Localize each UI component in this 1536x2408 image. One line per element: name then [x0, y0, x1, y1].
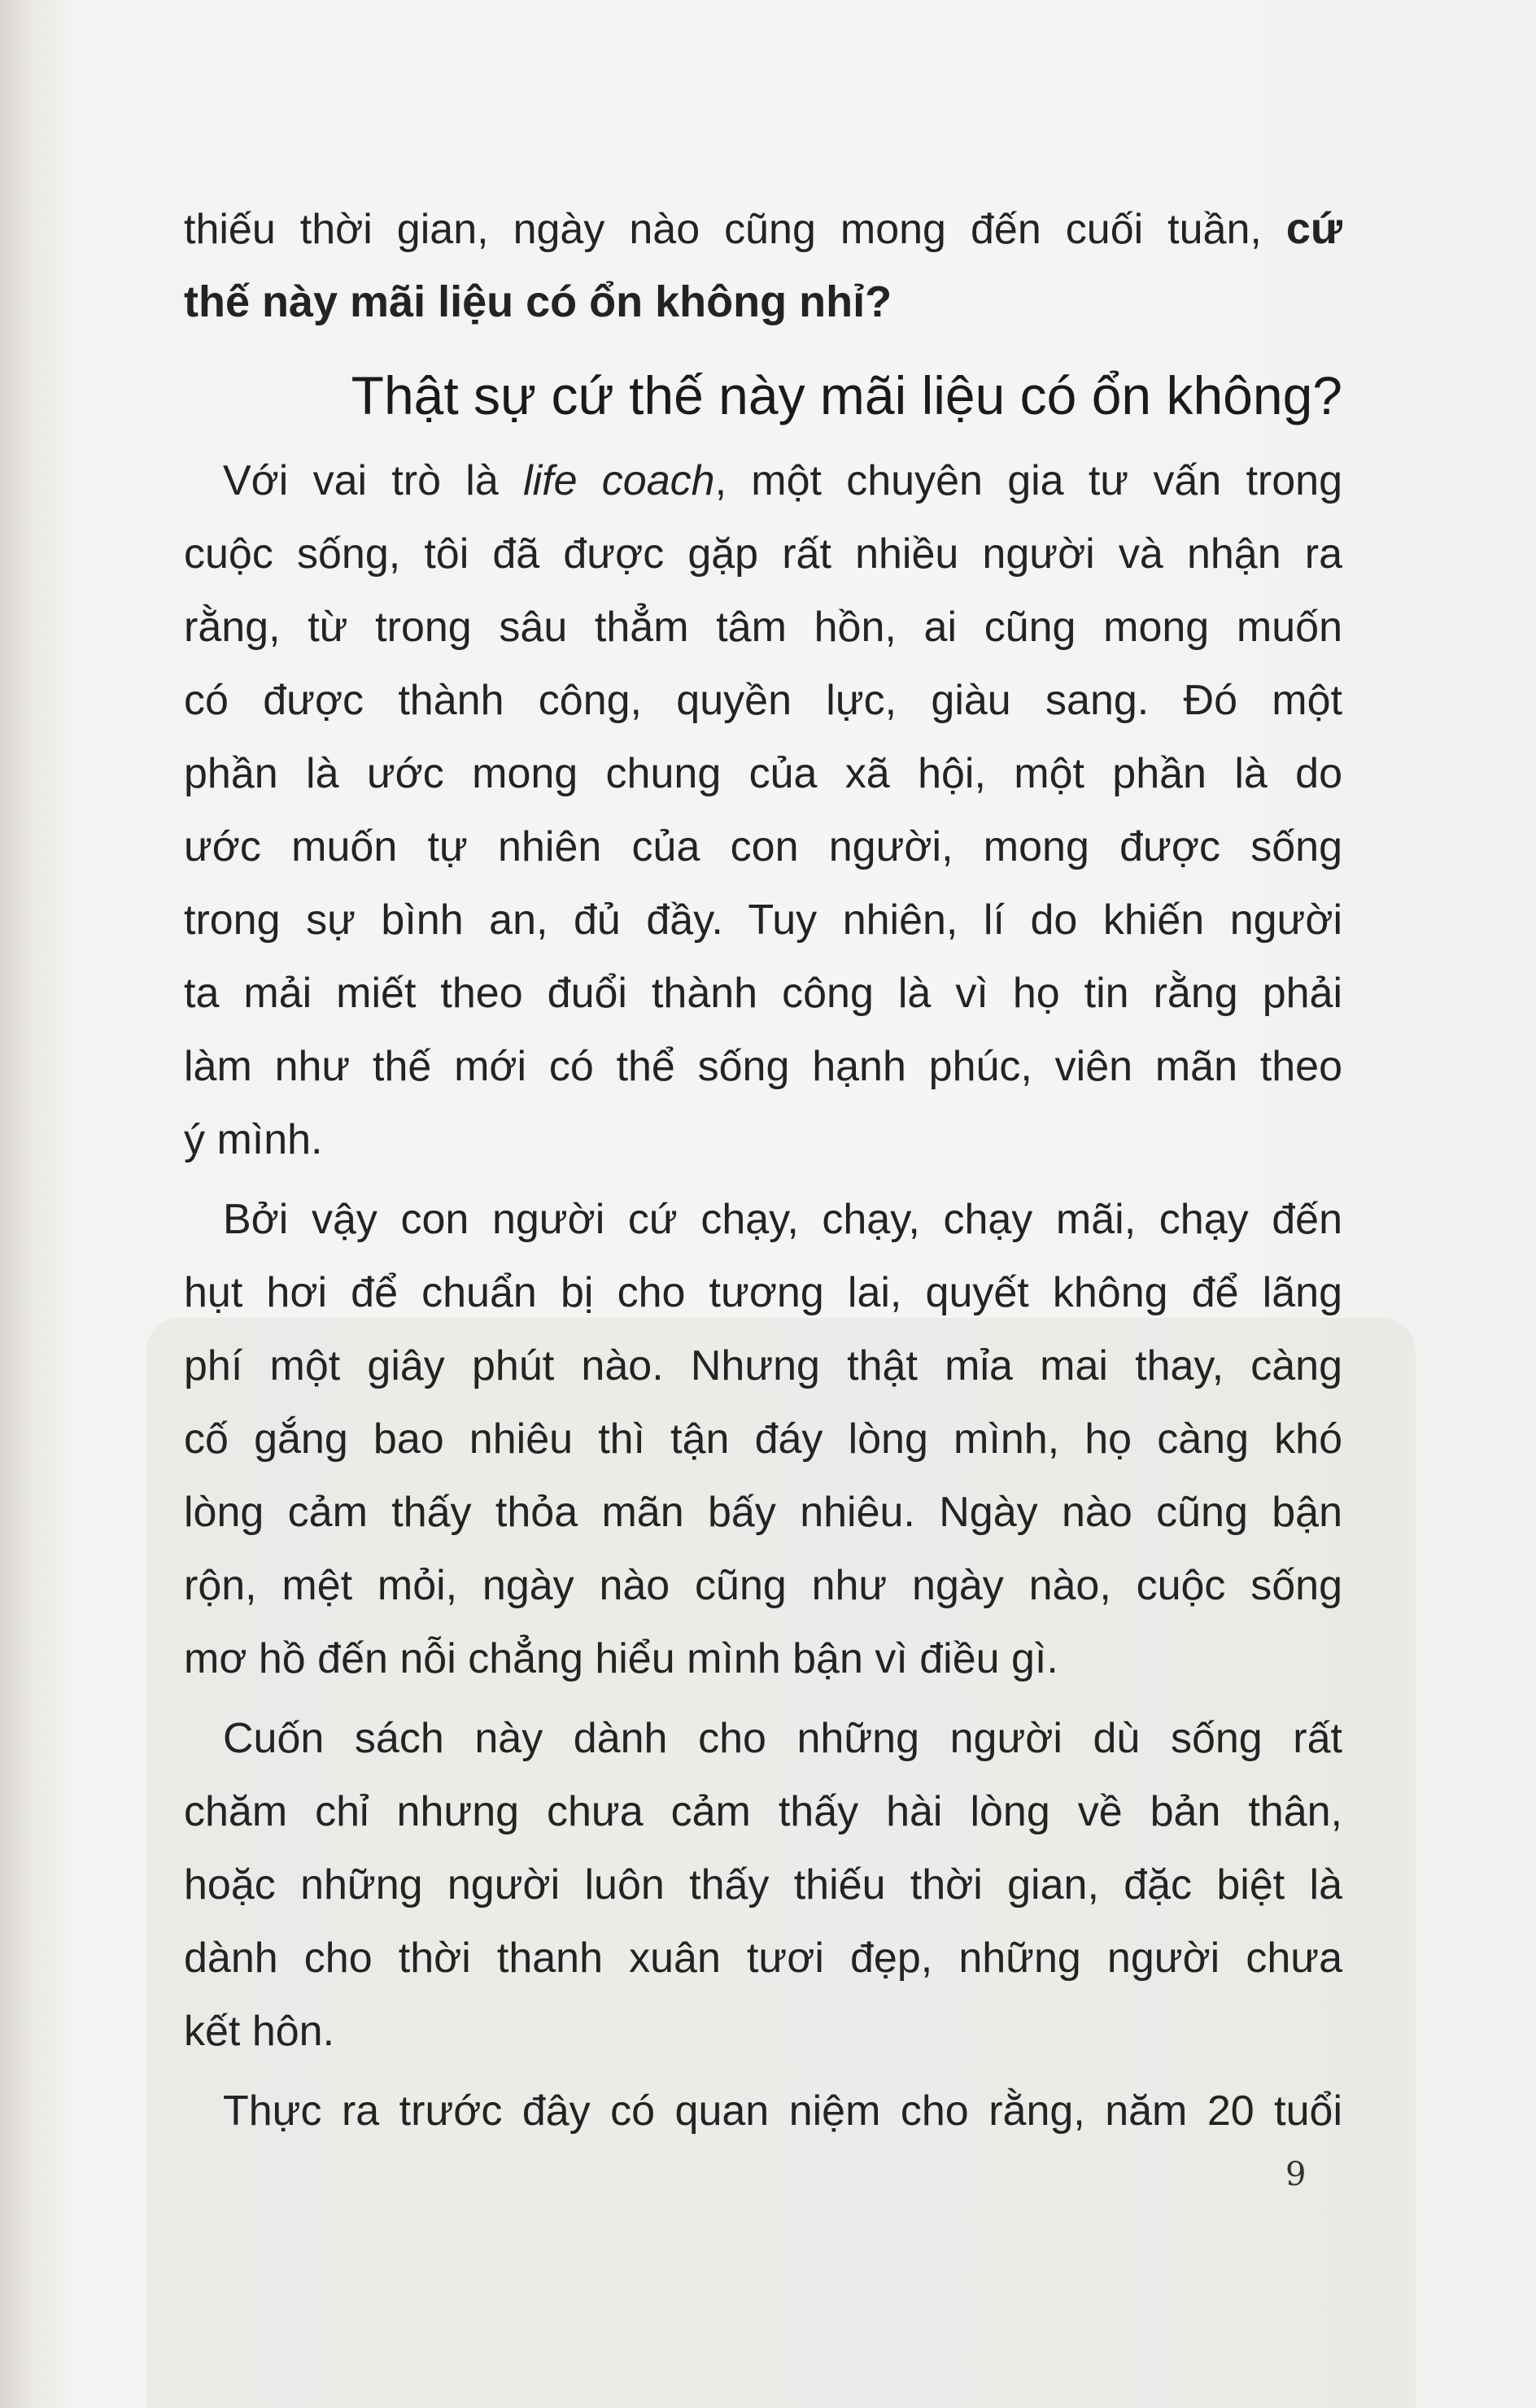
paragraph-line: hoặc những người luôn thấy thiếu thời gian, đặc biệt là: [184, 1861, 1342, 1909]
paragraph-line: lòng cảm thấy thỏa mãn bấy nhiêu. Ngày nào cũng bận: [184, 1489, 1342, 1536]
paragraph-line: kết hôn.: [184, 2008, 335, 2055]
paragraph-line: có được thành công, quyền lực, giàu sang. Đó một: [184, 677, 1342, 724]
page-number: 9: [1285, 2156, 1307, 2193]
intro-line-2: thế này mãi liệu có ổn không nhỉ?: [184, 277, 892, 326]
paragraph-line: cố gắng bao nhiêu thì tận đáy lòng mình, họ càng khó: [184, 1416, 1342, 1463]
paragraph-line: ta mải miết theo đuổi thành công là vì họ tin rằng phải: [184, 970, 1342, 1017]
paragraph-4: [184, 2074, 1342, 2148]
intro-text: thiếu thời gian, ngày nào cũng mong đến cuối tuần,: [184, 206, 1262, 253]
section-heading: Thật sự cứ thế này mãi liệu có ổn không?: [351, 365, 1342, 425]
paragraph-line: [184, 444, 1342, 517]
intro-emphasis: cứ: [1285, 204, 1342, 253]
page-text: [184, 192, 1342, 2148]
paragraph-line: rằng, từ trong sâu thẳm tâm hồn, ai cũng mong muốn: [184, 604, 1342, 651]
paragraph-line: dành cho thời thanh xuân tươi đẹp, những người chưa: [184, 1935, 1342, 1982]
paragraph-line: rộn, mệt mỏi, ngày nào cũng như ngày nào, cuộc sống: [184, 1562, 1342, 1609]
paragraph-line: Thực ra trước đây có quan niệm cho rằng, năm 20 tuổi: [223, 2087, 1342, 2135]
paragraph-line: chăm chỉ nhưng chưa cảm thấy hài lòng về bản thân,: [184, 1788, 1342, 1835]
paragraph-line: làm như thế mới có thể sống hạnh phúc, viên mãn theo: [184, 1043, 1342, 1090]
paragraph-line: ý mình.: [184, 1116, 323, 1163]
text-run: Với vai trò là: [223, 457, 499, 504]
paragraph-line: Bởi vậy con người cứ chạy, chạy, chạy mãi, chạy đến: [223, 1196, 1342, 1243]
paragraph-2: [184, 1183, 1342, 1695]
paragraph-line: phí một giây phút nào. Nhưng thật mỉa mai thay, càng: [184, 1342, 1342, 1389]
paragraph-line: phần là ước mong chung của xã hội, một phần là do: [184, 750, 1342, 797]
intro-line-1: [184, 192, 1342, 265]
paragraph-line: ước muốn tự nhiên của con người, mong được sống: [184, 823, 1342, 870]
paragraph-line: trong sự bình an, đủ đầy. Tuy nhiên, lí do khiến người: [184, 896, 1342, 944]
italic-term: life coach: [523, 457, 715, 504]
paragraph-line: mơ hồ đến nỗi chẳng hiểu mình bận vì điều gì.: [184, 1635, 1058, 1682]
paragraph-line: cuộc sống, tôi đã được gặp rất nhiều người và nhận ra: [184, 530, 1342, 578]
paragraph-line: Cuốn sách này dành cho những người dù sống rất: [223, 1715, 1342, 1762]
text-run: , một chuyên gia tư vấn trong: [714, 457, 1342, 504]
paragraph-1: [184, 444, 1342, 1176]
paragraph-line: hụt hơi để chuẩn bị cho tương lai, quyết không để lãng: [184, 1269, 1342, 1316]
paragraph-3: [184, 1702, 1342, 2068]
